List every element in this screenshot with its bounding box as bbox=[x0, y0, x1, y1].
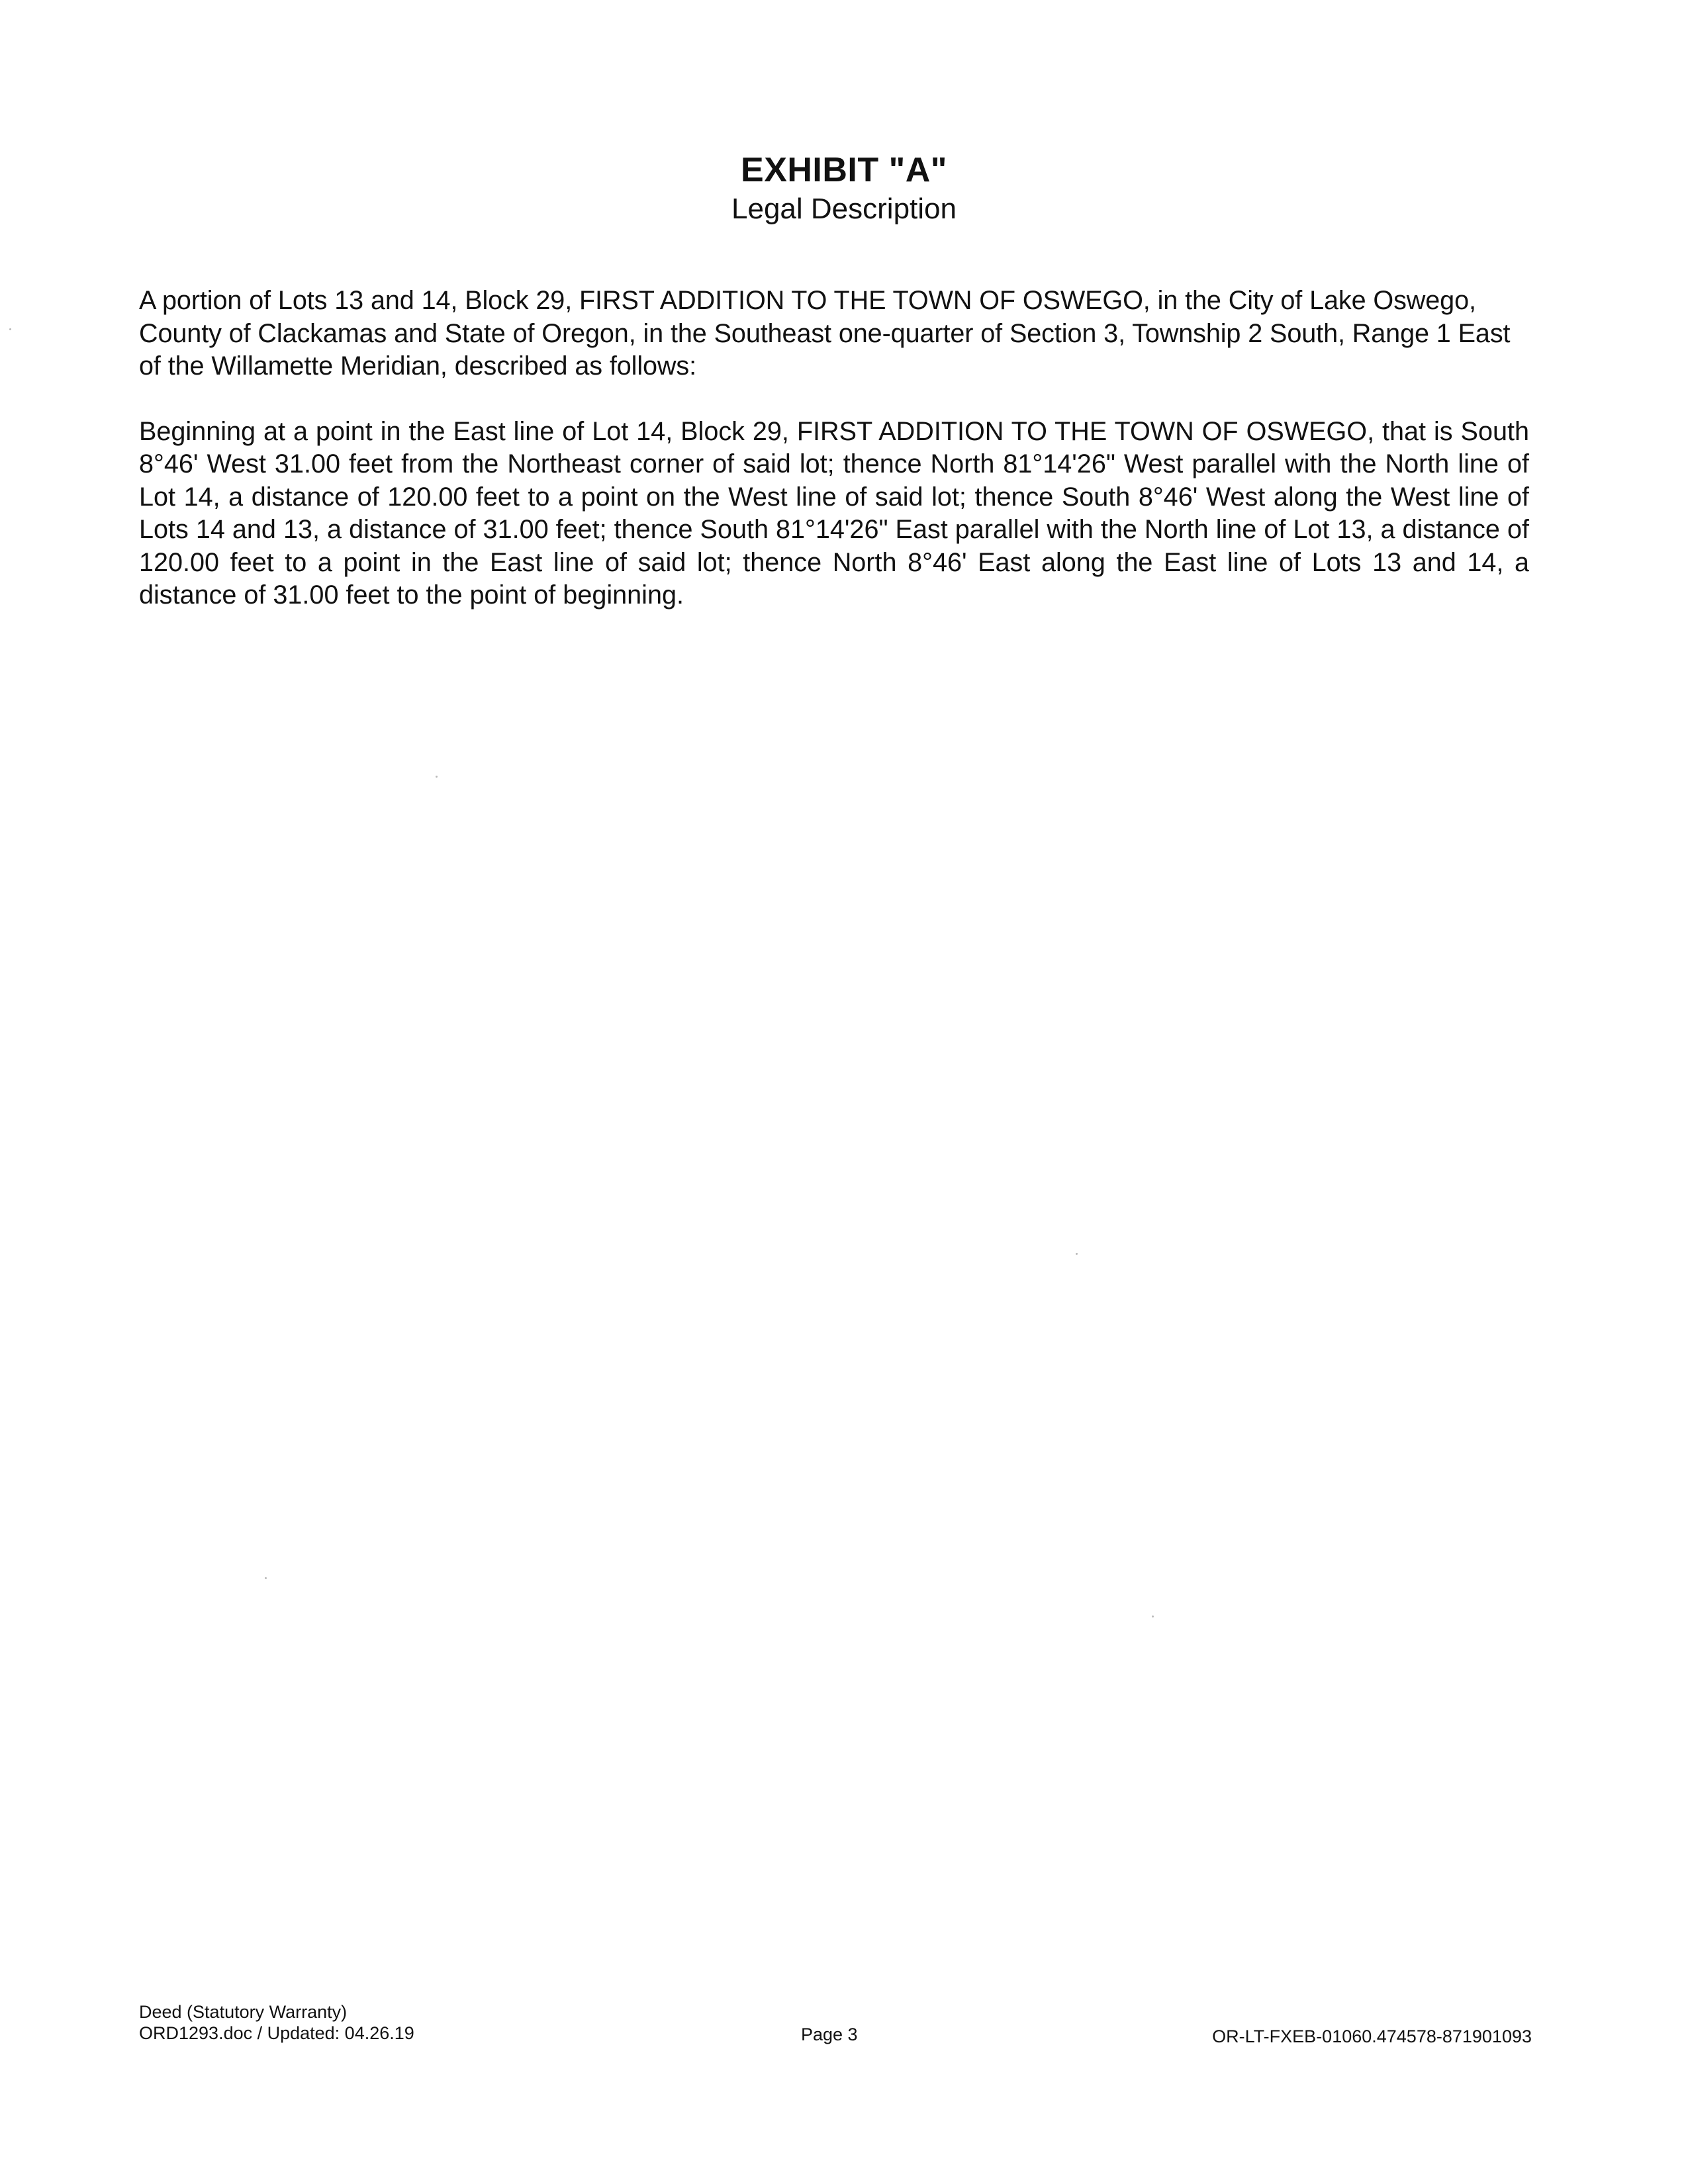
scan-speck bbox=[265, 1577, 267, 1579]
exhibit-subtitle: Legal Description bbox=[731, 193, 957, 225]
legal-description-paragraph-2: Beginning at a point in the East line of Lot 14, Block 29, FIRST ADDITION TO THE TOWN OF OSWEGO, that is South 8°46' West 31.00 feet from the Northeast corner of said lot; thence North 81°14'26" West parallel with the North line of Lot 14, a distance of 120.00 feet to a point on the West line of said lot; thence South 8°46' West along the West line of Lots 14 and 13, a distance of 31.00 feet; thence South 81°14'26" East parallel with the North line of Lot 13, a distance of 120.00 feet to a point in the East line of said lot; thence North 8°46' East along the East line of Lots 13 and 14, a distance of 31.00 feet to the point of beginning. bbox=[139, 416, 1529, 610]
legal-description-paragraph-1: A portion of Lots 13 and 14, Block 29, FIRST ADDITION TO THE TOWN OF OSWEGO, in the City of Lake Oswego, County of Clackamas and State of Oregon, in the Southeast one-quarter of Section 3, Township 2 South, Range 1 East of the Willamette Meridian, described as follows: bbox=[139, 286, 1511, 381]
footer-page-number: Page 3 bbox=[801, 2025, 858, 2044]
scan-speck bbox=[9, 328, 11, 330]
scan-speck bbox=[1076, 1253, 1078, 1255]
legal-description-body bbox=[139, 285, 1529, 612]
footer-document-info bbox=[139, 2001, 414, 2044]
exhibit-header bbox=[0, 150, 1688, 228]
footer-doc-file: ORD1293.doc / Updated: 04.26.19 bbox=[139, 2023, 414, 2043]
footer-reference-number: OR-LT-FXEB-01060.474578-871901093 bbox=[1212, 2026, 1532, 2046]
scan-speck bbox=[436, 776, 438, 778]
footer-doc-type: Deed (Statutory Warranty) bbox=[139, 2002, 348, 2022]
scan-speck bbox=[1152, 1615, 1154, 1617]
exhibit-title: EXHIBIT "A" bbox=[741, 151, 947, 189]
